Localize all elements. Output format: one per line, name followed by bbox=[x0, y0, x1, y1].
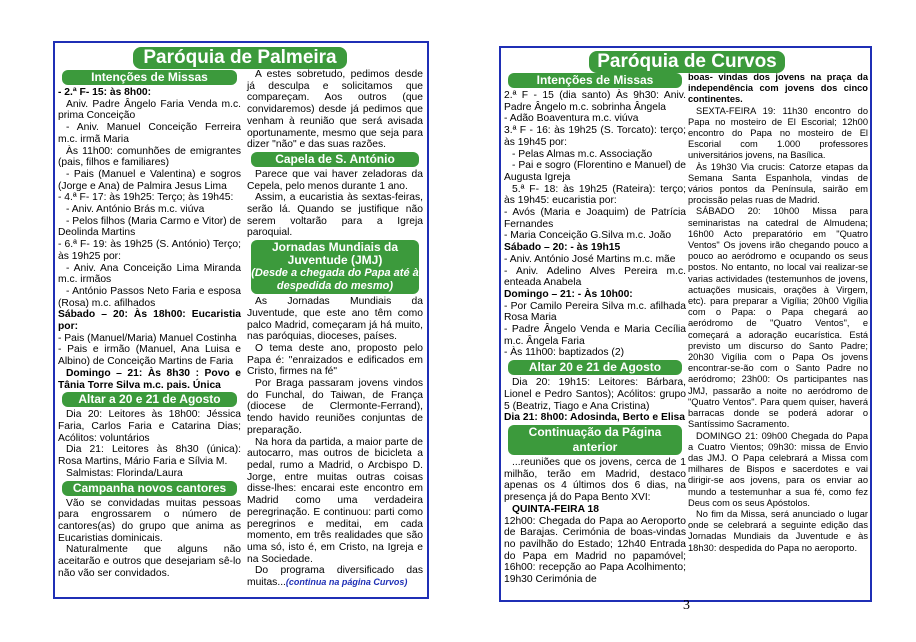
text-line: - Avós (Maria e Joaquim) de Patrícia Fernandes bbox=[504, 207, 686, 230]
text-line: QUINTA-FEIRA 18 bbox=[512, 503, 599, 515]
text-line: Domingo – 21: - Às 10h00: bbox=[504, 288, 633, 300]
capela-heading: Capela de S. António bbox=[251, 152, 419, 167]
text-line: - Pais (Manuel/Maria) Manuel Costinha bbox=[58, 332, 237, 344]
text-line: Dia 21: 8h00: Adosinda, Berto e Elisa bbox=[504, 412, 686, 424]
text-line: DOMINGO 21: 09h00 Chegada do Papa a Cuatro Vientos; 09h30: missa de Envio das JMJ. O Papa celebrará a Missa com milhares de Bispos e sacerdotes e vai dirigir-se aos jovens, para os enviar ao mundo a testemunhar a sua fé, como fez Deus com os seus Apóstolos. bbox=[688, 430, 868, 508]
text-line: - Pelos filhos (Maria Carmo e Vitor) de Deolinda Martins bbox=[58, 215, 241, 239]
text-line: Por Braga passaram jovens vindos do Funchal, do Taiwan, de França (diocese de Clermonte-Ferrand), tendo havido reuniões conjuntas de preparação. bbox=[247, 378, 423, 436]
text-line: 12h00: Chegada do Papa ao Aeroporto de Barajas. Cerimónia de boas-vindas no pavilhão do Estado; 12h40 Entrada do Papa em Madrid no papamóvel; 16h00: recepção ao Papa Acolhimento; 19h30 Cerimónia de bbox=[504, 515, 686, 586]
text-line: Dia 21: Leitores às 8h30 (única): Rosa Martins, Mário Faria e Sílvia M. bbox=[58, 444, 241, 468]
text-line: Dia 20: 19h15: Leitores: Bárbara, Lionel e Pedro Santos); Acólitos: grupo 5 (Beatriz, Tiago e Ana Cristina) bbox=[504, 377, 686, 412]
jmj-heading-title: Jornadas Mundiais da Juventude (JMJ) bbox=[271, 240, 399, 268]
palmeira-column-2 bbox=[247, 69, 423, 589]
text-line: Às 11h00: comunhões de emigrantes (pais, filhos e familiares) bbox=[58, 145, 241, 169]
palmeira-cantores-heading: Campanha novos cantores bbox=[62, 481, 237, 496]
text-line: ...reuniões que os jovens, cerca de 1 milhão, terão em Madrid, destaco apenas os 4 últimos dos 6 dias, na presença já do Papa Bento XVI: bbox=[504, 456, 686, 504]
text-line: Sábado – 20: - às 19h15 bbox=[504, 242, 621, 254]
curvos-page bbox=[499, 46, 872, 602]
text-line: Vão se convidadas muitas pessoas para engrossarem o número de cantores(as) do grupo que anima as Eucaristias dominicais. bbox=[58, 497, 241, 544]
text-line: - Pais (Manuel e Valentina) e sogros (Jorge e Ana) de Palmira Jesus Lima bbox=[58, 168, 241, 192]
text-line: - Padre Ângelo Venda e Maria Cecília m.c. Ângela Faria bbox=[504, 324, 686, 347]
palmeira-title: Paróquia de Palmeira bbox=[133, 47, 347, 69]
text-line: No fim da Missa, será anunciado o lugar onde se celebrará a seguinte edição das Jornadas Mundiais da Juventude e às 18h30: despedida do Papa no aeroporto. bbox=[688, 508, 868, 553]
text-line: Na hora da partida, a maior parte de autocarro, mas outros de bicicleta a pedal, rumo a Madrid, o Arcbispo D. Jorge, entre muitas outras coisas disse-lhes: encarai este encontro em Madrid como uma verdadeira peregrinação. E continuou: parti como peregrinos e meditai, em cada momento, em três realidades que são uma só, isto é, em Cristo, na Igreja e na Sociedade. bbox=[247, 436, 423, 565]
text-line: Às 19h30 Via crucis: Catorze etapas da Semana Santa Espanhola, vindas de vários pontos da Península, sairão em procissão pelas ruas de Madrid. bbox=[688, 161, 868, 206]
text-line: SÁBADO 20: 10h00 Missa para seminaristas na catedral de Almudena; 16h00 Acto preparatório em "Quatro Ventos" Os jovens irão chegando pouco a pouco ao aeródromo e ocupando os seus postos. No entanto, no local vai realizar-se varias actividades (testemunhos de jovens, actuações musicais, orações à Virgem, etc). para preparar a Vigília; 20h00 Vigília com o Papa: o Papa chegará ao aeródromo de "Quatro Ventos", e começará a adoração eucarística. Está previsto um discurso do Santo Padre; 20h30 Vigília com o Papa Os jovens encontrar-se-ão com o Santo Padre no aeródromo; 23h00: Os participantes nas JMJ, passarão a noite no aeródromo de "Quatro Ventos". Para quem quiser, haverá barracas donde se poderá adorar o Santíssimo Sacramento. bbox=[688, 206, 868, 430]
text-line: - 2.ª F- 15: às 8h00: bbox=[58, 87, 152, 98]
text-line: - Por Camilo Pereira Silva m.c. afilhada Rosa Maria bbox=[504, 300, 686, 324]
text-line: Sábado – 20: Às 18h00: Eucaristia por: bbox=[58, 309, 241, 333]
text-line: - Pais e irmão (Manuel, Ana Luisa e Albino) de Conceição Martins de Faria bbox=[58, 344, 241, 368]
text-line: - 6.ª F- 19: às 19h25 (S. António) Terço; às 19h25 por: bbox=[58, 239, 241, 262]
text-line: Parece que vai haver zeladoras da Cepela, pelo menos durante 1 ano. bbox=[247, 168, 423, 192]
curvos-column-2 bbox=[688, 72, 868, 554]
text-line: - Aniv. António José Martins m.c. mãe bbox=[504, 253, 676, 265]
palmeira-column-1 bbox=[58, 69, 241, 579]
text-line: Assim, a eucaristia às sextas-feiras, serão lá. Quando se justifique não serem voltarão para a Igreja paroquial. bbox=[247, 192, 423, 239]
jmj-heading-subtitle: (Desde a chegada do Papa até à despedida do mesmo) bbox=[251, 267, 419, 293]
jmj-heading bbox=[251, 240, 419, 294]
curvos-title: Paróquia de Curvos bbox=[589, 51, 785, 73]
curvos-missas-heading: Intenções de Missas bbox=[508, 73, 682, 88]
text-line: - Aniv. Adelino Alves Pereira m.c. enteada Anabela bbox=[504, 265, 686, 289]
text-line: - Às 11h00: baptizados (2) bbox=[504, 347, 625, 359]
text-line bbox=[247, 565, 423, 588]
text-line: O tema deste ano, proposto pelo Papa é: "enraizados e edificados em Cristo, firmes na fé" bbox=[247, 342, 423, 378]
text-line: Salmistas: Florinda/Laura bbox=[66, 467, 183, 479]
text-line: 3.ª F - 16: às 19h25 (S. Torcato): terço; às 19h45 por: bbox=[504, 125, 686, 148]
continued-note: (continua na página Curvos) bbox=[285, 577, 408, 588]
text-line: - Adão Boaventura m.c. viúva bbox=[504, 113, 639, 125]
palmeira-page bbox=[53, 41, 429, 599]
continuacao-heading: Continuação da Página anterior bbox=[508, 425, 682, 455]
curvos-altar-heading: Altar 20 e 21 de Agosto bbox=[508, 360, 682, 375]
page-number: 3 bbox=[683, 598, 690, 613]
text-line: boas- vindas dos jovens na praça da independência com jovens dos cinco continentes. bbox=[688, 72, 868, 105]
text-line: 2.ª F - 15 (dia santo) Às 9h30: Aniv. Padre Ângelo m.c. sobrinha Ângela bbox=[504, 90, 686, 113]
palmeira-altar-heading: Altar a 20 e 21 de Agosto bbox=[62, 392, 237, 407]
text-line: - Aniv. António Brás m.c. viúva bbox=[66, 204, 205, 216]
text-line: Domingo – 21: Às 8h30 : Povo e Tânia Torre Silva m.c. pais. Única bbox=[58, 367, 241, 391]
text-line: As Jornadas Mundiais da Juventude, que este ano têm como palco Madrid, começaram já há muito, nas paróquias, dioceses, países. bbox=[247, 296, 423, 343]
text-line: - Pai e sogro (Florentino e Manuel) de Augusta Igreja bbox=[504, 160, 686, 183]
text-line: - António Passos Neto Faria e esposa (Rosa) m.c. afilhados bbox=[58, 285, 241, 309]
text-line: - Aniv. Ana Conceição Lima Miranda m.c. irmãos bbox=[58, 262, 241, 286]
text-line: Aniv. Padre Ângelo Faria Venda m.c. prima Conceição bbox=[58, 98, 241, 122]
curvos-column-1 bbox=[504, 72, 686, 586]
text-line: - Maria Conceição G.Silva m.c. João bbox=[504, 230, 672, 242]
text-line: SEXTA-FEIRA 19: 11h30 encontro do Papa no mosteiro de El Escorial; 12h00 encontro do Papa no mosteiro de El Escorial com 1.000 professores universitários jovens, na Basílica. bbox=[688, 105, 868, 161]
text-line: - Aniv. Manuel Conceição Ferreira m.c. irmã Maria bbox=[58, 122, 241, 145]
text-line: - 4.ª F- 17: às 19h25: Terço; às 19h45: bbox=[58, 192, 234, 204]
text-line: A estes sobretudo, pedimos desde já desculpa e solicitamos que compareçam. Aos outros (que convidaremos) desde já pedimos que venham à reunião que será avisada oportunamente, mesmo que seja para dizer "não" e das suas razões. bbox=[247, 69, 423, 151]
text-line: Naturalmente que alguns não aceitarão e outros que desejariam sê-lo não vão ser convidados. bbox=[58, 544, 241, 579]
text-line: Dia 20: Leitores às 18h00: Jéssica Faria, Carlos Faria e Catarina Dias; Acólitos: voluntários bbox=[58, 409, 241, 444]
text-line: - Pelas Almas m.c. Associação bbox=[512, 148, 653, 160]
palmeira-missas-heading: Intenções de Missas bbox=[62, 70, 237, 85]
text-line: 5.ª F- 18: às 19h25 (Rateira): terço; às 19h45: eucaristia por: bbox=[504, 183, 686, 207]
text-line: Do programa diversificado das muitas... bbox=[247, 565, 423, 589]
